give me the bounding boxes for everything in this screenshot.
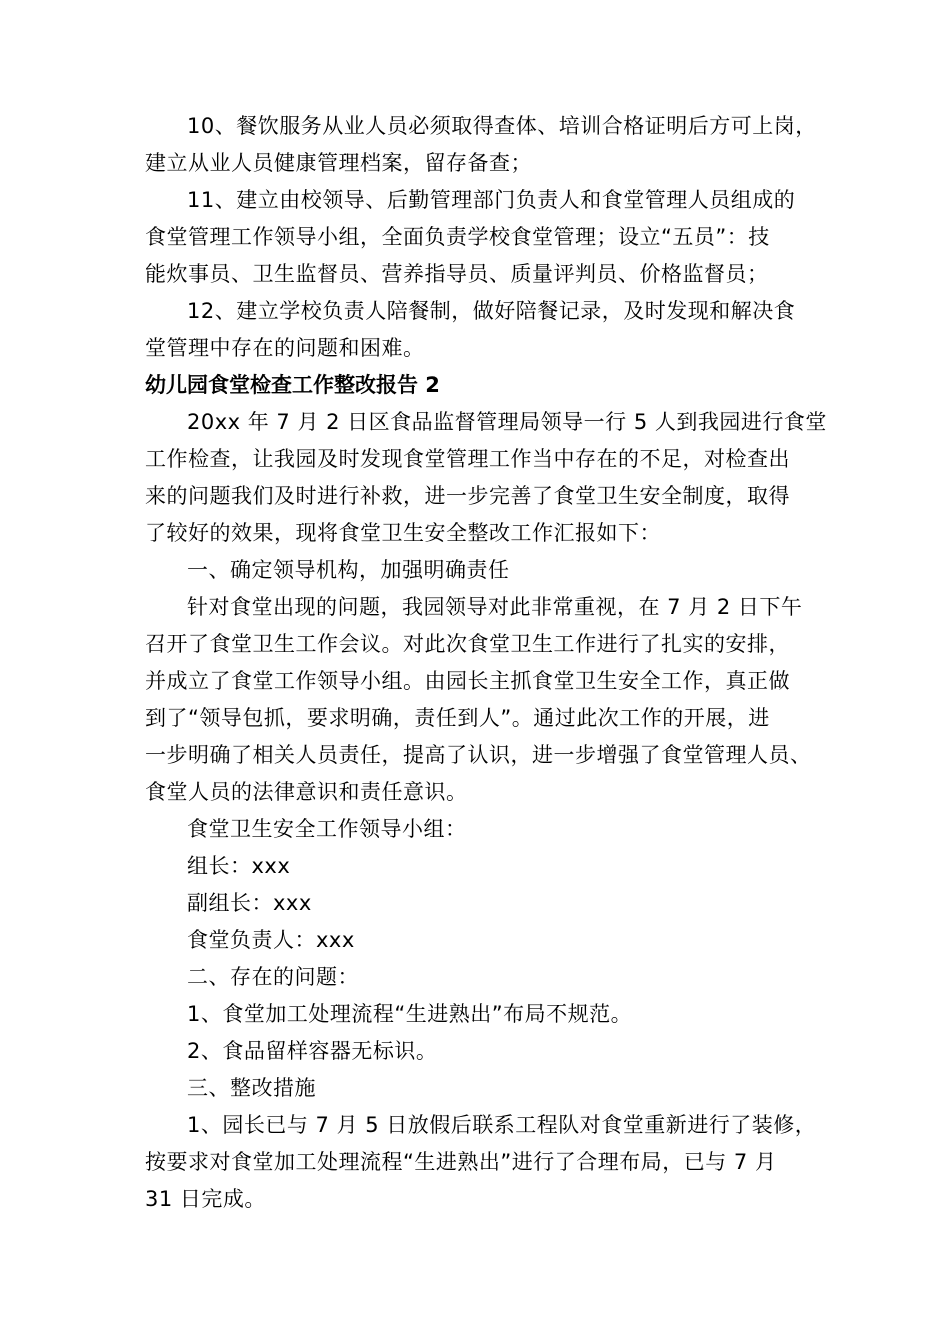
paragraph-line: 1、园长已与 7 月 5 日放假后联系工程队对食堂重新进行了装修， <box>187 1113 817 1137</box>
paragraph-line: 针对食堂出现的问题，我园领导对此非常重视，在 7 月 2 日下午 <box>187 595 803 619</box>
paragraph-line: 堂管理中存在的问题和困难。 <box>145 336 425 360</box>
paragraph-line: 11、建立由校领导、后勤管理部门负责人和食堂管理人员组成的 <box>187 188 796 212</box>
paragraph-line: 10、餐饮服务从业人员必须取得查体、培训合格证明后方可上岗， <box>187 114 817 138</box>
list-item: 食堂负责人：xxx <box>187 928 355 952</box>
paragraph-line: 召开了食堂卫生工作会议。对此次食堂卫生工作进行了扎实的安排， <box>145 632 790 656</box>
paragraph-line: 食堂管理工作领导小组，全面负责学校食堂管理；设立“五员”：技 <box>145 225 770 249</box>
paragraph-line: 了较好的效果，现将食堂卫生安全整改工作汇报如下： <box>145 521 661 545</box>
paragraph-line: 来的问题我们及时进行补救，进一步完善了食堂卫生安全制度，取得 <box>145 484 790 508</box>
paragraph-line: 并成立了食堂工作领导小组。由园长主抓食堂卫生安全工作，真正做 <box>145 669 790 693</box>
list-item: 2、食品留样容器无标识。 <box>187 1039 438 1063</box>
section-heading: 幼儿园食堂检查工作整改报告 2 <box>145 373 440 397</box>
paragraph-line: 建立从业人员健康管理档案，留存备查； <box>145 151 532 175</box>
list-item: 副组长：xxx <box>187 891 312 915</box>
subheading: 三、整改措施 <box>187 1076 316 1100</box>
paragraph-line: 20xx 年 7 月 2 日区食品监督管理局领导一行 5 人到我园进行食堂 <box>187 410 827 434</box>
paragraph-line: 12、建立学校负责人陪餐制，做好陪餐记录，及时发现和解决食 <box>187 299 796 323</box>
subheading: 二、存在的问题： <box>187 965 359 989</box>
paragraph-line: 工作检查，让我园及时发现食堂管理工作当中存在的不足，对检查出 <box>145 447 790 471</box>
list-item: 组长：xxx <box>187 854 291 878</box>
paragraph-line: 食堂人员的法律意识和责任意识。 <box>145 780 468 804</box>
list-item: 1、食堂加工处理流程“生进熟出”布局不规范。 <box>187 1002 633 1026</box>
subheading: 一、确定领导机构，加强明确责任 <box>187 558 510 582</box>
paragraph-line: 按要求对食堂加工处理流程“生进熟出”进行了合理布局，已与 7 月 <box>145 1150 777 1174</box>
paragraph-line: 31 日完成。 <box>145 1187 266 1211</box>
paragraph-line: 一步明确了相关人员责任，提高了认识，进一步增强了食堂管理人员、 <box>145 743 812 767</box>
paragraph-line: 到了“领导包抓，要求明确，责任到人”。通过此次工作的开展，进 <box>145 706 770 730</box>
paragraph-line: 能炊事员、卫生监督员、营养指导员、质量评判员、价格监督员； <box>145 262 769 286</box>
list-heading: 食堂卫生安全工作领导小组： <box>187 817 467 841</box>
